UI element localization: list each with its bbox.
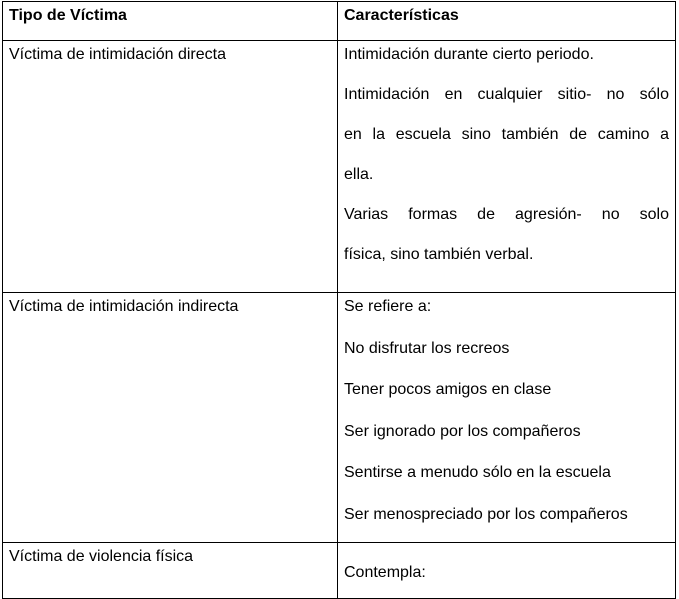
type-cell (3, 543, 338, 599)
characteristic-line: Ser menospreciado por los compañeros (344, 505, 628, 523)
header-type-text: Tipo de Víctima (9, 7, 127, 24)
characteristic-line: en la escuela sino también de camino a (344, 126, 669, 143)
characteristic-line: Intimidación en cualquier sitio- no sólo (344, 86, 669, 103)
characteristic-line: No disfrutar los recreos (344, 339, 510, 357)
type-cell (3, 293, 338, 543)
characteristic-line: Contempla: (344, 564, 426, 581)
table-row (3, 41, 676, 293)
characteristics-cell (338, 293, 676, 543)
header-characteristics (338, 2, 676, 41)
type-text: Víctima de violencia física (9, 548, 194, 565)
characteristic-line: ella. (344, 166, 374, 183)
type-text: Víctima de intimidación indirecta (9, 298, 239, 315)
characteristics-cell (338, 41, 676, 293)
characteristic-line: Tener pocos amigos en clase (344, 381, 552, 398)
header-characteristics-text: Características (344, 7, 459, 24)
type-cell (3, 41, 338, 293)
characteristics-cell (338, 543, 676, 599)
characteristic-line: física, sino también verbal. (344, 246, 534, 263)
table-header-row (3, 2, 676, 41)
characteristic-line: Ser ignorado por los compañeros (344, 422, 581, 440)
table-row (3, 543, 676, 599)
table-row (3, 293, 676, 543)
characteristic-line: Sentirse a menudo sólo en la escuela (344, 464, 611, 481)
victim-types-table (2, 1, 676, 599)
characteristic-line: Se refiere a: (344, 298, 432, 315)
header-type (3, 2, 338, 41)
characteristic-line: Varias formas de agresión- no solo (344, 206, 669, 223)
characteristic-line: Intimidación durante cierto periodo. (344, 46, 594, 63)
type-text: Víctima de intimidación directa (9, 46, 226, 63)
